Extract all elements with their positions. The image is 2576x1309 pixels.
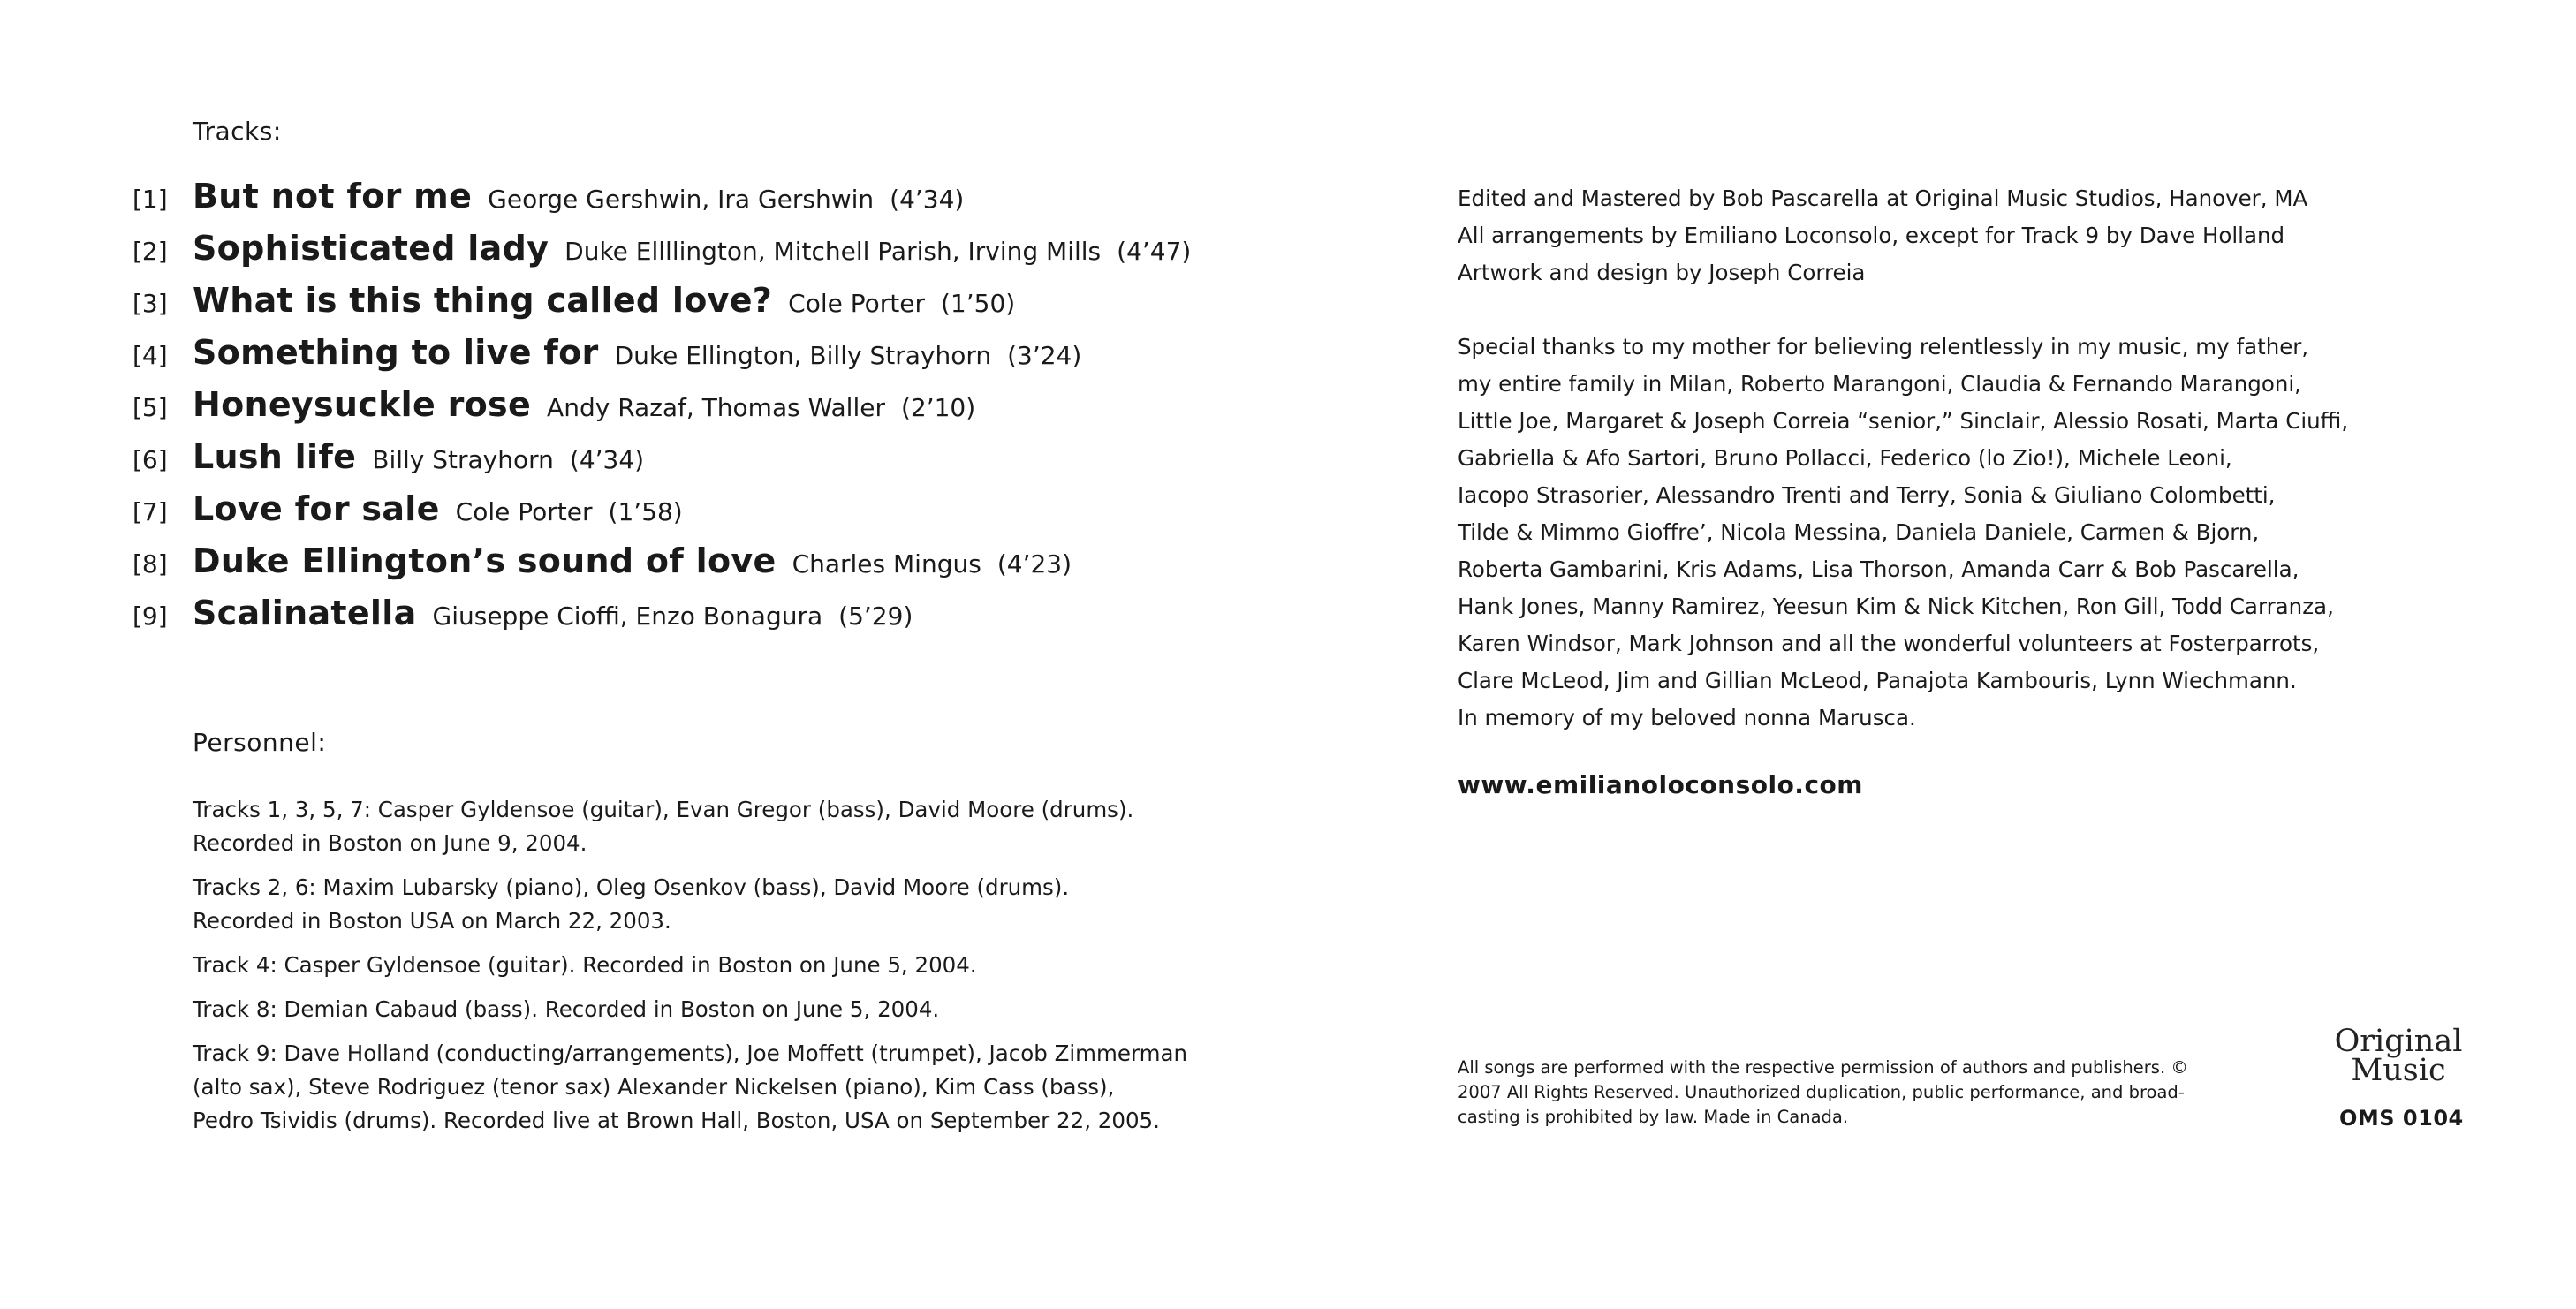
track-row xyxy=(133,333,1281,385)
personnel-line: Recorded in Boston on June 9, 2004. xyxy=(193,830,587,856)
personnel-entry xyxy=(193,993,1253,1026)
thanks-line: Hank Jones, Manny Ramirez, Yeesun Kim & Nick Kitchen, Ron Gill, Todd Carranza, xyxy=(1458,594,2334,619)
personnel-line: Track 4: Casper Gyldensoe (guitar). Recorded in Boston on June 5, 2004. xyxy=(193,952,977,978)
track-composers: Cole Porter xyxy=(455,497,593,526)
thanks-line: Clare McLeod, Jim and Gillian McLeod, Panajota Kambouris, Lynn Wiechmann. xyxy=(1458,668,2297,693)
track-duration: (2’10) xyxy=(900,393,976,422)
track-number: [9] xyxy=(133,602,168,631)
legal-notice xyxy=(1458,1056,2188,1130)
thanks-line: Gabriella & Afo Sartori, Bruno Pollacci, Federico (lo Zio!), Michele Leoni, xyxy=(1458,445,2232,471)
track-duration: (5’29) xyxy=(838,602,913,631)
legal-line: 2007 All Rights Reserved. Unauthorized duplication, public performance, and broad- xyxy=(1458,1082,2185,1102)
track-row xyxy=(133,489,1281,541)
personnel-line: Recorded in Boston USA on March 22, 2003. xyxy=(193,908,671,934)
track-number: [6] xyxy=(133,445,168,474)
track-composers: Charles Mingus xyxy=(792,549,981,579)
personnel-line: Tracks 2, 6: Maxim Lubarsky (piano), Oleg Osenkov (bass), David Moore (drums). xyxy=(193,874,1070,900)
thanks-line: Little Joe, Margaret & Joseph Correia “senior,” Sinclair, Alessio Rosati, Marta Ciuffi, xyxy=(1458,408,2349,434)
track-duration: (1’50) xyxy=(940,289,1016,318)
special-thanks xyxy=(1458,329,2348,737)
track-number: [5] xyxy=(133,393,168,422)
production-credits xyxy=(1458,180,2307,291)
track-row xyxy=(133,177,1281,229)
track-title: Honeysuckle rose xyxy=(193,385,532,424)
track-duration: (4’47) xyxy=(1117,237,1192,266)
legal-line: All songs are performed with the respective permission of authors and publishers. © xyxy=(1458,1057,2188,1078)
track-number: [3] xyxy=(133,289,168,318)
thanks-line: Tilde & Mimmo Gioffre’, Nicola Messina, Daniela Daniele, Carmen & Bjorn, xyxy=(1458,519,2260,545)
thanks-line: Karen Windsor, Mark Johnson and all the wonderful volunteers at Fosterparrots, xyxy=(1458,631,2320,656)
personnel-line: Track 8: Demian Cabaud (bass). Recorded in Boston on June 5, 2004. xyxy=(193,996,940,1022)
track-list xyxy=(133,177,1281,646)
personnel-line: (alto sax), Steve Rodriguez (tenor sax) Alexander Nickelsen (piano), Kim Cass (bass), xyxy=(193,1074,1115,1100)
track-duration: (3’24) xyxy=(1007,341,1082,370)
track-composers: George Gershwin, Ira Gershwin xyxy=(488,185,875,214)
thanks-line: Special thanks to my mother for believing relentlessly in my music, my father, xyxy=(1458,334,2309,359)
track-number: [2] xyxy=(133,237,168,266)
track-row xyxy=(133,437,1281,489)
track-row xyxy=(133,594,1281,646)
track-number: [1] xyxy=(133,185,168,214)
track-row xyxy=(133,229,1281,281)
personnel-line: Track 9: Dave Holland (conducting/arrangements), Joe Moffett (trumpet), Jacob Zimmerman xyxy=(193,1040,1188,1066)
track-title: But not for me xyxy=(193,177,473,216)
personnel-heading: Personnel: xyxy=(193,728,327,757)
track-composers: Billy Strayhorn xyxy=(372,445,554,474)
logo-line: Original xyxy=(2334,1024,2463,1059)
track-duration: (4’23) xyxy=(996,549,1072,579)
track-duration: (1’58) xyxy=(608,497,683,526)
track-number: [7] xyxy=(133,497,168,526)
track-composers: Duke Ellllington, Mitchell Parish, Irving Mills xyxy=(564,237,1102,266)
track-number: [4] xyxy=(133,341,168,370)
track-title: Love for sale xyxy=(193,489,440,528)
personnel-entry xyxy=(193,1037,1253,1138)
personnel-list xyxy=(193,793,1253,1148)
track-title: What is this thing called love? xyxy=(193,281,773,320)
track-title: Scalinatella xyxy=(193,594,417,632)
personnel-line: Tracks 1, 3, 5, 7: Casper Gyldensoe (guitar), Evan Gregor (bass), David Moore (drums). xyxy=(193,797,1134,822)
personnel-line: Pedro Tsividis (drums). Recorded live at Brown Hall, Boston, USA on September 22, 2005. xyxy=(193,1108,1160,1133)
thanks-line: In memory of my beloved nonna Marusca. xyxy=(1458,705,1916,730)
original-music-logo xyxy=(2332,1024,2465,1088)
track-duration: (4’34) xyxy=(890,185,965,214)
personnel-entry xyxy=(193,793,1253,860)
thanks-line: Roberta Gambarini, Kris Adams, Lisa Thorson, Amanda Carr & Bob Pascarella, xyxy=(1458,556,2299,582)
track-composers: Andy Razaf, Thomas Waller xyxy=(547,393,885,422)
track-title: Something to live for xyxy=(193,333,599,372)
legal-line: casting is prohibited by law. Made in Canada. xyxy=(1458,1107,1849,1127)
track-row xyxy=(133,541,1281,594)
thanks-line: Iacopo Strasorier, Alessandro Trenti and Terry, Sonia & Giuliano Colombetti, xyxy=(1458,482,2276,508)
track-row xyxy=(133,281,1281,333)
personnel-entry xyxy=(193,871,1253,938)
credit-line: Edited and Mastered by Bob Pascarella at Original Music Studios, Hanover, MA xyxy=(1458,185,2308,211)
website-url: www.emilianoloconsolo.com xyxy=(1458,770,1863,799)
logo-line: Music xyxy=(2351,1053,2446,1088)
track-composers: Duke Ellington, Billy Strayhorn xyxy=(614,341,992,370)
track-title: Sophisticated lady xyxy=(193,229,549,268)
thanks-line: my entire family in Milan, Roberto Marangoni, Claudia & Fernando Marangoni, xyxy=(1458,371,2301,397)
personnel-entry xyxy=(193,949,1253,982)
track-composers: Giuseppe Cioffi, Enzo Bonagura xyxy=(432,602,823,631)
credit-line: All arrangements by Emiliano Loconsolo, except for Track 9 by Dave Holland xyxy=(1458,223,2285,248)
track-row xyxy=(133,385,1281,437)
catalog-number: OMS 0104 xyxy=(2339,1106,2464,1131)
track-composers: Cole Porter xyxy=(788,289,925,318)
track-title: Duke Ellington’s sound of love xyxy=(193,541,777,580)
tracks-heading: Tracks: xyxy=(193,117,282,146)
track-number: [8] xyxy=(133,549,168,579)
track-duration: (4’34) xyxy=(569,445,645,474)
credit-line: Artwork and design by Joseph Correia xyxy=(1458,260,1866,285)
track-title: Lush life xyxy=(193,437,357,476)
